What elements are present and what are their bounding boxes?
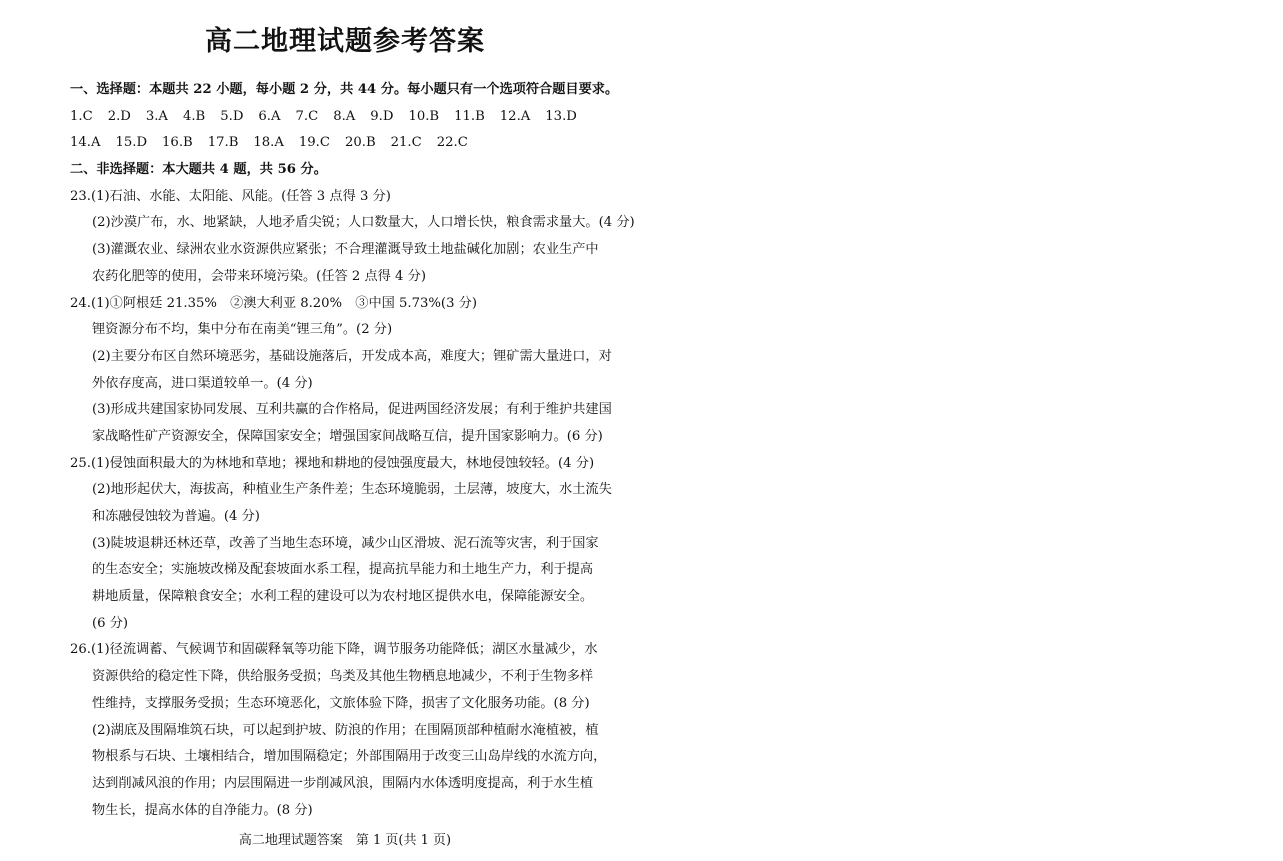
choice-answer: 11.B <box>454 108 485 124</box>
answer-line: 24.(1)①阿根廷 21.35% ②澳大利亚 8.20% ③中国 5.73%(3 分) <box>70 295 477 311</box>
choice-answers-row-2 <box>70 130 618 157</box>
choice-answer: 21.C <box>390 135 422 151</box>
answer-line: (6 分) <box>92 615 129 631</box>
answer-line: 和冻融侵蚀较为普遍。(4 分) <box>92 509 260 524</box>
choice-answers-row-1 <box>70 104 618 131</box>
answer-line: 26.(1)径流调蓄、气候调节和固碳释氧等功能下降，调节服务功能降低；湖区水量减少，水 <box>70 642 598 658</box>
answer-line: (2)湖底及围隔堆筑石块，可以起到护坡、防浪的作用；在围隔顶部种植耐水淹植被，植 <box>92 722 599 738</box>
choice-answer: 3.A <box>145 108 168 124</box>
answer-line: 锂资源分布不均，集中分布在南美“锂三角”。(2 分) <box>92 322 393 338</box>
answer-content <box>70 77 635 824</box>
answer-line: 物生长，提高水体的自净能力。(8 分) <box>92 802 313 818</box>
choice-answer: 14.A <box>70 135 101 151</box>
free-response-answers <box>70 184 635 825</box>
choice-answer: 9.D <box>370 108 394 124</box>
choice-answer: 5.D <box>220 108 244 124</box>
page-footer: 高二地理试题答案 第 1 页(共 1 页) <box>238 833 452 848</box>
answer-line: 物根系与石块、土壤相结合，增加围隔稳定；外部围隔用于改变三山岛岸线的水流方向， <box>92 749 607 765</box>
answer-line: (2)沙漠广布，水、地紧缺，人地矛盾尖锐；人口数量大，人口增长快，粮食需求量大。(4 分) <box>92 215 635 231</box>
choice-answer: 1.C <box>70 108 93 124</box>
answer-line: (3)形成共建国家协同发展、互利共赢的合作格局，促进两国经济发展；有利于维护共建国 <box>92 402 612 418</box>
answer-line: 农药化肥等的使用，会带来环境污染。(任答 2 点得 4 分) <box>92 268 426 284</box>
choice-answer: 12.A <box>499 108 531 124</box>
choice-answer: 6.A <box>258 108 281 124</box>
choice-answer: 7.C <box>295 108 319 124</box>
answer-line: (3)灌溉农业、绿洲农业水资源供应紧张；不合理灌溉导致土地盐碱化加剧；农业生产中 <box>92 242 599 258</box>
answer-line: 25.(1)侵蚀面积最大的为林地和草地；裸地和耕地的侵蚀强度最大，林地侵蚀较轻。(4 分) <box>70 455 595 471</box>
choice-answer: 2.D <box>107 108 131 124</box>
choice-answer: 18.A <box>253 135 284 151</box>
answer-line: 23.(1)石油、水能、太阳能、风能。(任答 3 点得 3 分) <box>70 188 391 204</box>
answer-line: 的生态安全；实施坡改梯及配套坡面水系工程，提高抗旱能力和土地生产力，利于提高 <box>92 562 594 578</box>
choice-answer: 4.B <box>182 108 206 124</box>
section-heading-free-response: 二、非选择题：本大题共 4 题，共 56 分。 <box>70 162 327 178</box>
answer-line: 外依存度高，进口渠道较单一。(4 分) <box>92 375 313 391</box>
section-heading-multiple-choice: 一、选择题：本题共 22 小题，每小题 2 分，共 44 分。每小题只有一个选项符合题目要求。 <box>70 82 619 97</box>
answer-line: 家战略性矿产资源安全，保障国家安全；增强国家间战略互信，提升国家影响力。(6 分) <box>92 428 603 444</box>
choice-answer: 16.B <box>162 135 193 151</box>
choice-answer: 17.B <box>207 135 239 151</box>
choice-answer: 8.A <box>333 108 356 124</box>
choice-answer: 10.B <box>408 108 440 124</box>
answer-line: 耕地质量，保障粮食安全；水利工程的建设可以为农村地区提供水电，保障能源安全。 <box>92 589 594 605</box>
choice-answer: 20.B <box>344 135 376 151</box>
choice-answer: 13.D <box>545 108 577 124</box>
choice-answer: 15.D <box>115 135 148 151</box>
choice-answer: 19.C <box>298 135 330 151</box>
answer-line: (3)陡坡退耕还林还草，改善了当地生态环境，减少山区滑坡、泥石流等灾害，利于国家 <box>92 535 599 551</box>
answer-line: 资源供给的稳定性下降，供给服务受损；鸟类及其他生物栖息地减少，不利于生物多样 <box>92 669 594 685</box>
answer-line: (2)地形起伏大，海拔高，种植业生产条件差；生态环境脆弱，土层薄，坡度大，水土流失 <box>92 482 612 498</box>
answer-line: 达到削减风浪的作用；内层围隔进一步削减风浪，围隔内水体透明度提高，利于水生植 <box>92 775 594 791</box>
answer-line: 性维持，支撑服务受损；生态环境恶化，文旅体验下降，损害了文化服务功能。(8 分) <box>92 695 590 711</box>
document-title: 高二地理试题参考答案 <box>205 26 485 57</box>
answer-line: (2)主要分布区自然环境恶劣，基础设施落后，开发成本高，难度大；锂矿需大量进口，对 <box>92 348 612 364</box>
choice-answer: 22.C <box>436 135 468 151</box>
